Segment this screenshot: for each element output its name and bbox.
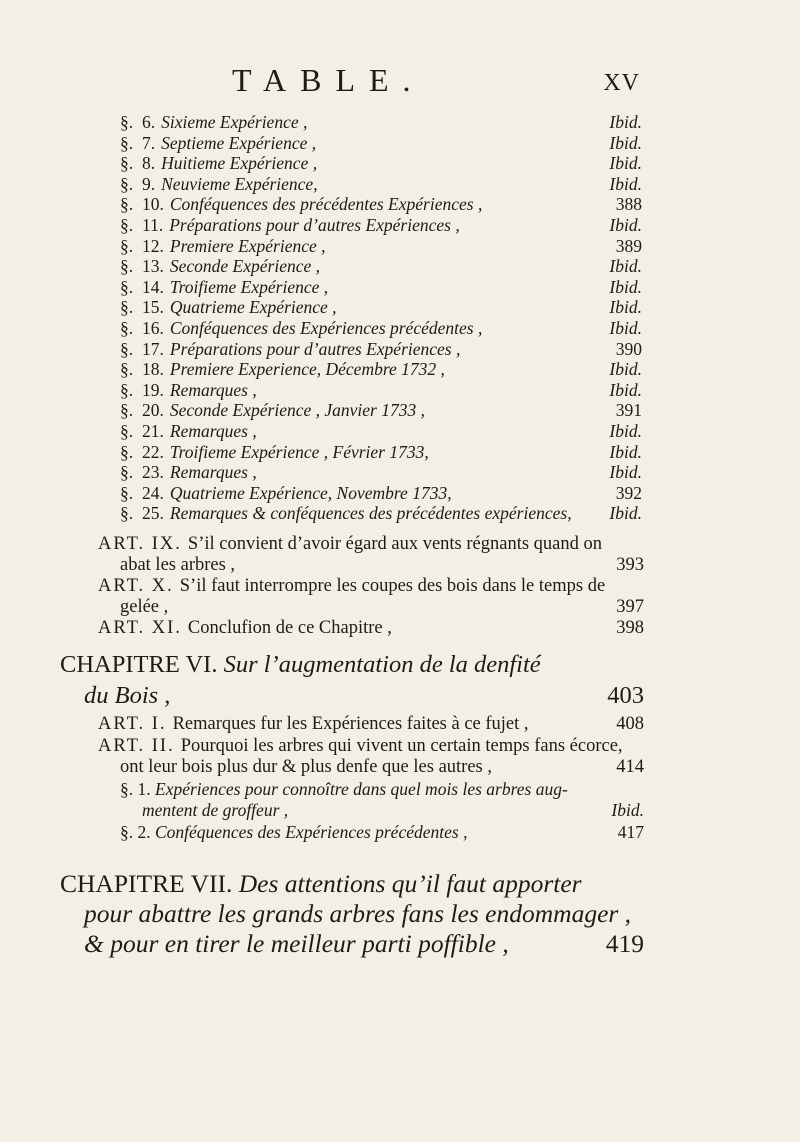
section-number: 20. bbox=[142, 400, 164, 421]
section-page: Ibid. bbox=[609, 297, 642, 318]
section-entry-lead bbox=[120, 400, 425, 421]
section-mark: §. bbox=[120, 503, 134, 524]
section-mark: §. bbox=[120, 153, 134, 174]
section-entry bbox=[120, 483, 642, 504]
section-text: Remarques , bbox=[169, 379, 257, 400]
section-mark: §. bbox=[120, 235, 134, 256]
section-entry bbox=[120, 174, 642, 195]
section-text: Troifieme Expérience , Février 1733, bbox=[169, 441, 429, 462]
chapter6-contents bbox=[98, 714, 644, 843]
section-mark: §. bbox=[120, 482, 134, 503]
section-entry bbox=[120, 256, 642, 277]
running-head bbox=[0, 62, 800, 96]
section-number: 15. bbox=[142, 297, 164, 318]
section-page: 392 bbox=[615, 482, 642, 503]
section-number: 25. bbox=[142, 503, 164, 524]
section-entry bbox=[120, 194, 642, 215]
article-text: gelée , bbox=[120, 597, 169, 617]
section-mark: §. bbox=[120, 173, 134, 194]
section-page: Ibid. bbox=[609, 153, 642, 174]
section-number: 17. bbox=[142, 338, 164, 359]
section-text: Quatrieme Expérience , bbox=[169, 297, 337, 318]
section-page: Ibid. bbox=[609, 132, 642, 153]
section-entry-list bbox=[120, 112, 642, 524]
section-page: Ibid. bbox=[609, 462, 642, 483]
page-title: TABLE. bbox=[232, 62, 425, 98]
page-number: XV bbox=[603, 70, 640, 96]
article-entry bbox=[98, 534, 644, 576]
section-number: 2. bbox=[137, 821, 151, 842]
section-number: 10. bbox=[142, 194, 164, 215]
section-entry-lead bbox=[120, 194, 482, 215]
article-list bbox=[98, 534, 644, 639]
section-page: Ibid. bbox=[609, 379, 642, 400]
section-mark: §. bbox=[120, 297, 134, 318]
section-number: 1. bbox=[137, 778, 151, 799]
article-label: ART. I. bbox=[98, 714, 167, 734]
chapter-label: CHAPITRE VI. bbox=[60, 651, 218, 678]
article-label: ART. XI. bbox=[98, 618, 182, 638]
section-entry-lead bbox=[120, 297, 337, 318]
section-mark: §. bbox=[120, 441, 134, 462]
section-mark: §. bbox=[120, 317, 134, 338]
section-number: 18. bbox=[142, 359, 164, 380]
section-entry bbox=[120, 462, 642, 483]
section-entry-lead bbox=[120, 462, 257, 483]
section-entry-lead bbox=[120, 421, 257, 442]
chapter-page: 419 bbox=[605, 929, 644, 958]
chapter-title: du Bois , bbox=[84, 682, 171, 709]
section-entry-lead bbox=[120, 174, 318, 195]
section-entry bbox=[120, 153, 642, 174]
section-page: Ibid. bbox=[609, 173, 642, 194]
section-mark: §. bbox=[120, 359, 134, 380]
section-number: 7. bbox=[142, 132, 156, 153]
section-number: 23. bbox=[142, 462, 164, 483]
section-entry-lead bbox=[120, 256, 320, 277]
section-entry bbox=[120, 400, 642, 421]
section-number: 21. bbox=[142, 420, 164, 441]
section-page: Ibid. bbox=[609, 112, 642, 132]
section-text: Premiere Experience, Décembre 1732 , bbox=[169, 359, 445, 380]
section-number: 16. bbox=[142, 317, 164, 338]
article-entry bbox=[98, 618, 644, 639]
section-text: Quatrieme Expérience, Novembre 1733, bbox=[169, 482, 452, 503]
section-entry-lead bbox=[120, 503, 572, 524]
section-number: 6. bbox=[142, 112, 156, 132]
article-text: abat les arbres , bbox=[120, 555, 236, 575]
section-text: Remarques , bbox=[169, 462, 257, 483]
section-entry bbox=[120, 112, 642, 133]
section-entry-lead bbox=[120, 277, 328, 298]
chapter-title: pour abattre les grands arbres fans les endommager , bbox=[84, 899, 632, 928]
section-number: 9. bbox=[142, 173, 156, 194]
chapter-heading-7 bbox=[60, 869, 644, 959]
section-number: 14. bbox=[142, 276, 164, 297]
article-text: Remarques fur les Expériences faites à ce fujet , bbox=[172, 714, 529, 734]
section-page: 388 bbox=[615, 194, 642, 215]
article-text: S’il convient d’avoir égard aux vents régnants quand on bbox=[187, 534, 603, 554]
section-page: Ibid. bbox=[609, 317, 642, 338]
section-entry-lead bbox=[120, 442, 429, 463]
section-mark: §. bbox=[120, 132, 134, 153]
section-page: 390 bbox=[615, 338, 642, 359]
section-entry-lead bbox=[120, 380, 257, 401]
section-mark: §. bbox=[120, 400, 134, 421]
article-text: Conclufion de ce Chapitre , bbox=[187, 618, 392, 638]
section-text: Conféquences des Expériences précédentes , bbox=[169, 317, 483, 338]
section-entry bbox=[120, 380, 642, 401]
section-number: 8. bbox=[142, 153, 156, 174]
section-mark: §. bbox=[120, 420, 134, 441]
section-mark: §. bbox=[120, 821, 134, 842]
section-entry-lead bbox=[120, 215, 460, 236]
article-page: 398 bbox=[616, 618, 644, 638]
section-entry bbox=[120, 297, 642, 318]
chapter-heading-6 bbox=[60, 649, 644, 711]
section-entry-lead bbox=[120, 236, 326, 257]
section-page: 389 bbox=[615, 235, 642, 256]
section-number: 22. bbox=[142, 441, 164, 462]
section-page: Ibid. bbox=[609, 420, 642, 441]
section-mark: §. bbox=[120, 194, 134, 215]
article-text: ont leur bois plus dur & plus denfe que les autres , bbox=[120, 757, 492, 777]
section-mark: §. bbox=[120, 338, 134, 359]
section-page: Ibid. bbox=[609, 256, 642, 277]
article-page: 397 bbox=[616, 597, 644, 617]
article-label: ART. II. bbox=[98, 735, 175, 756]
section-page: Ibid. bbox=[609, 441, 642, 462]
section-text: Conféquences des précédentes Expériences , bbox=[169, 194, 483, 215]
section-text: Sixieme Expérience , bbox=[161, 112, 308, 132]
section-text: Neuvieme Expérience, bbox=[161, 173, 318, 194]
section-page: 391 bbox=[615, 400, 642, 421]
section-text: Septieme Expérience , bbox=[161, 132, 317, 153]
section-mark: §. bbox=[120, 276, 134, 297]
section-page: Ibid. bbox=[611, 800, 644, 820]
section-number: 11. bbox=[142, 214, 164, 235]
section-text: Préparations pour d’autres Expériences , bbox=[169, 338, 461, 359]
section-entry-lead bbox=[120, 112, 307, 133]
section-entry bbox=[120, 339, 642, 360]
section-entry bbox=[120, 318, 642, 339]
section-page: Ibid. bbox=[609, 214, 642, 235]
section-entry-lead bbox=[120, 483, 452, 504]
section-entry-lead bbox=[120, 359, 445, 380]
section-mark: §. bbox=[120, 379, 134, 400]
section-entry-lead bbox=[120, 153, 317, 174]
article-page: 414 bbox=[616, 757, 644, 777]
chapter-title: Sur l’augmentation de la denfité bbox=[223, 651, 541, 678]
section-text: Huitieme Expérience , bbox=[161, 153, 318, 174]
section-page: 417 bbox=[617, 821, 644, 842]
section-entry bbox=[120, 442, 642, 463]
section-text: Expériences pour connoître dans quel mois les arbres aug- bbox=[155, 778, 568, 799]
section-text: Préparations pour d’autres Expériences , bbox=[169, 214, 460, 235]
section-text: Seconde Expérience , bbox=[169, 256, 321, 277]
section-page: Ibid. bbox=[609, 503, 642, 524]
section-mark: §. bbox=[120, 112, 134, 132]
section-number: 13. bbox=[142, 256, 164, 277]
section-number: 24. bbox=[142, 482, 164, 503]
chapter-title: & pour en tirer le meilleur parti poffible , bbox=[84, 929, 509, 958]
section-text: Seconde Expérience , Janvier 1733 , bbox=[169, 400, 425, 421]
section-text: Remarques , bbox=[169, 420, 257, 441]
section-entry bbox=[120, 236, 642, 257]
section-entry-lead bbox=[120, 133, 316, 154]
article-page: 393 bbox=[616, 555, 644, 575]
section-entry bbox=[120, 503, 642, 524]
section-text: Remarques & conféquences des précédentes expériences, bbox=[169, 503, 572, 524]
section-text: mentent de groffeur , bbox=[142, 800, 289, 820]
article-label: ART. IX. bbox=[98, 534, 182, 554]
section-entry bbox=[120, 215, 642, 236]
section-page: Ibid. bbox=[609, 359, 642, 380]
section-number: 12. bbox=[142, 235, 164, 256]
section-text: Conféquences des Expériences précédentes , bbox=[155, 821, 468, 842]
section-mark: §. bbox=[120, 778, 134, 799]
section-entry bbox=[120, 359, 642, 380]
section-entry-lead bbox=[120, 339, 460, 360]
section-entry-lead bbox=[120, 318, 482, 339]
section-mark: §. bbox=[120, 214, 134, 235]
chapter-title: Des attentions qu’il faut apporter bbox=[238, 869, 582, 898]
article-text: Pourquoi les arbres qui vivent un certain temps fans écorce, bbox=[180, 735, 623, 756]
chapter-page: 403 bbox=[607, 682, 644, 709]
section-entry bbox=[120, 133, 642, 154]
section-entry bbox=[120, 421, 642, 442]
section-number: 19. bbox=[142, 379, 164, 400]
section-mark: §. bbox=[120, 462, 134, 483]
article-page: 408 bbox=[616, 714, 644, 734]
section-text: Troifieme Expérience , bbox=[169, 276, 329, 297]
article-entry bbox=[98, 576, 644, 618]
section-entry bbox=[120, 277, 642, 298]
section-text: Premiere Expérience , bbox=[169, 235, 326, 256]
section-page: Ibid. bbox=[609, 276, 642, 297]
article-label: ART. X. bbox=[98, 576, 174, 596]
section-mark: §. bbox=[120, 256, 134, 277]
chapter-label: CHAPITRE VII. bbox=[60, 869, 233, 898]
article-text: S’il faut interrompre les coupes des bois dans le temps de bbox=[179, 576, 606, 596]
